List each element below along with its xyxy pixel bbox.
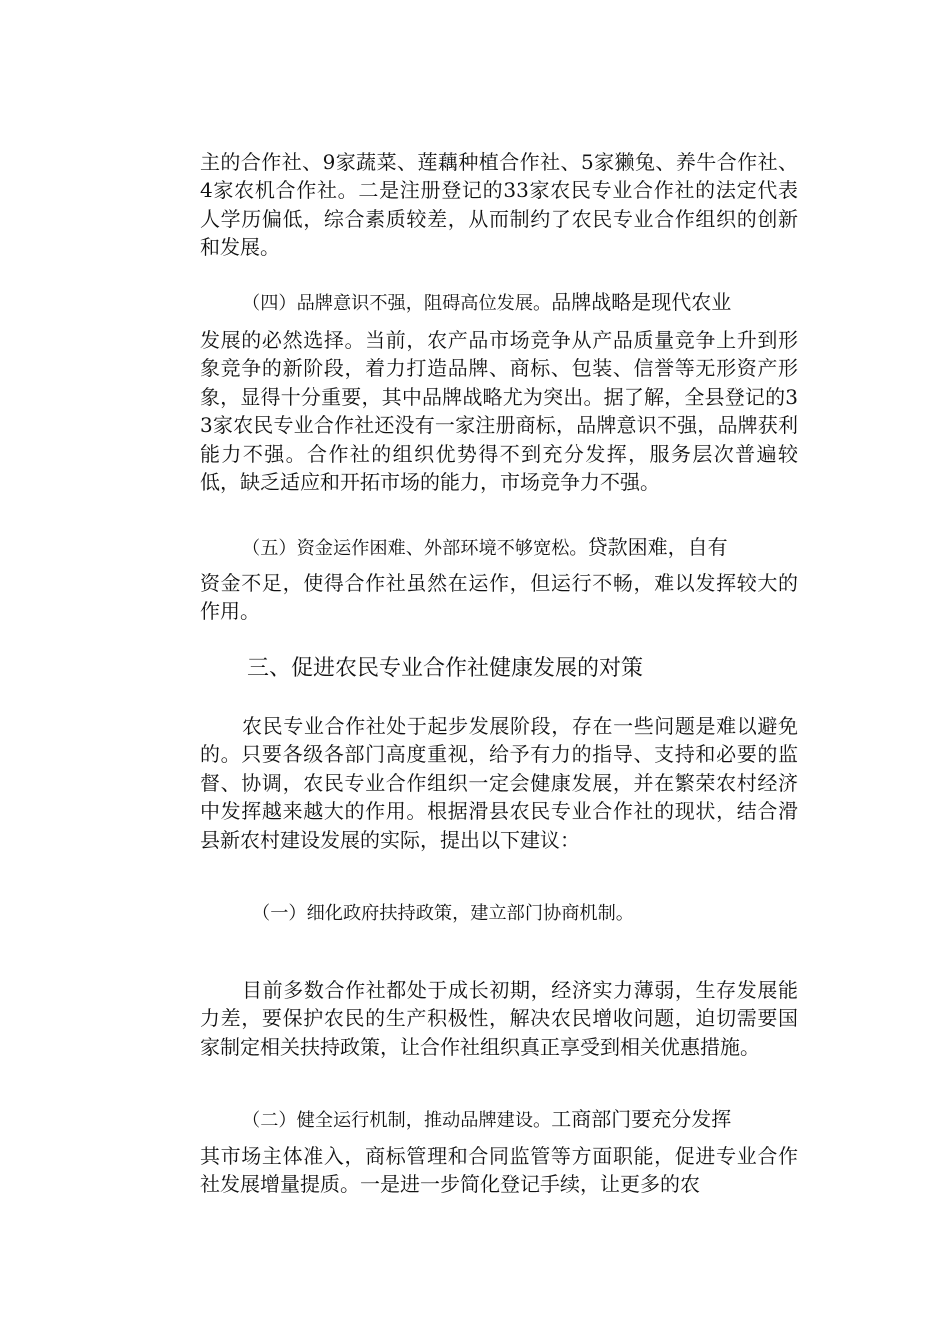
paragraph-intro: 农民专业合作社处于起步发展阶段，存在一些问题是难以避免的。只要各级各部门高度重视，给予有力的指导、支持和必要的监督、协调，农民专业合作组织一定会健康发展，并在繁荣农村经济中发挥越来越大的作用。根据滑县农民专业合作社的现状，结合滑县新农村建设发展的实际，提出以下建议： bbox=[200, 714, 798, 852]
subsection-1-heading: （一）细化政府扶持政策，建立部门协商机制。 bbox=[252, 903, 634, 924]
paragraph-continuation: 主的合作社、9家蔬菜、莲藕种植合作社、5家獭兔、养牛合作社、4家农机合作社。二是注册登记的33家农民专业合作社的法定代表人学历偏低，综合素质较差，从而制约了农民专业合作组织的创新和发展。 bbox=[200, 150, 798, 260]
subsection-2-body: 其市场主体准入，商标管理和合同监管等方面职能，促进专业合作社发展增量提质。一是进一步简化登记手续，让更多的农 bbox=[200, 1144, 798, 1197]
subsection-2-first-tail: 工商部门要充分发挥 bbox=[551, 1107, 732, 1131]
section-4-first-tail: 品牌战略是现代农业 bbox=[551, 290, 732, 314]
paragraph-subsection-1: 目前多数合作社都处于成长初期，经济实力薄弱，生存发展能力差，要保护农民的生产积极性，解决农民增收问题，迫切需要国家制定相关扶持政策，让合作社组织真正享受到相关优惠措施。 bbox=[200, 978, 798, 1059]
section-4-body: 发展的必然选择。当前，农产品市场竞争从产品质量竞争上升到形象竞争的新阶段，着力打造品牌、商标、包装、信誉等无形资产形象，显得十分重要，其中品牌战略尤为突出。据了解，全县登记的33家农民专业合作社还没有一家注册商标，品牌意识不强，品牌获利能力不强。合作社的组织优势得不到充分发挥，服务层次普遍较低，缺乏适应和开拓市场的能力，市场竞争力不强。 bbox=[200, 328, 798, 495]
section-4-lead: （四）品牌意识不强，阻碍高位发展。 bbox=[242, 293, 552, 314]
section-5-body: 资金不足，使得合作社虽然在运作，但运行不畅，难以发挥较大的作用。 bbox=[200, 571, 798, 624]
section-4-first-line bbox=[200, 288, 798, 318]
section-5-lead: （五）资金运作困难、外部环境不够宽松。 bbox=[242, 538, 588, 559]
subsection-2-first-line bbox=[200, 1105, 798, 1135]
subsection-2-lead: （二）健全运行机制，推动品牌建设。 bbox=[242, 1110, 552, 1131]
section-5-first-tail: 贷款困难，自有 bbox=[587, 535, 728, 559]
section-5-first-line bbox=[200, 533, 798, 563]
section-heading-3: 三、促进农民专业合作社健康发展的对策 bbox=[247, 656, 644, 681]
